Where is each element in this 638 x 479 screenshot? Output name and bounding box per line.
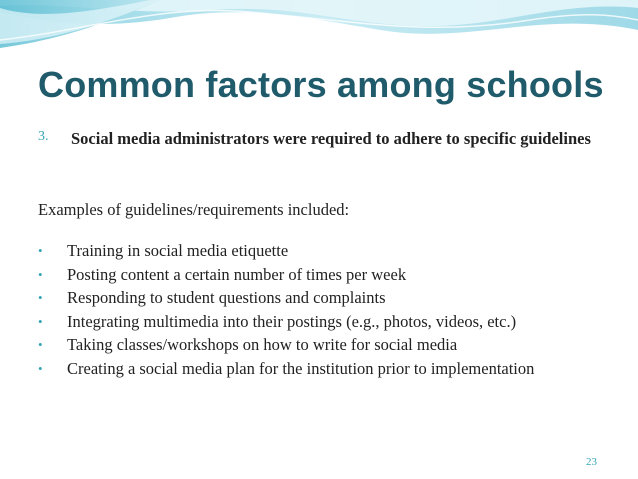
bullet-dot-icon: • xyxy=(38,290,43,305)
bullet-dot-icon: • xyxy=(38,243,43,258)
page-number: 23 xyxy=(586,456,597,468)
bullet-item xyxy=(38,240,608,262)
bullet-dot-icon: • xyxy=(38,266,43,282)
bullet-item xyxy=(38,334,608,356)
bullet-item xyxy=(38,287,608,309)
bullet-list xyxy=(38,240,608,381)
item-text: Social media administrators were required to adhere to specific guidelines xyxy=(71,129,591,148)
item-number: 3. xyxy=(38,129,49,144)
bullet-item xyxy=(38,264,608,286)
bullet-item xyxy=(38,311,608,333)
bullet-text: Integrating multimedia into their postings (e.g., photos, videos, etc.) xyxy=(67,311,517,331)
bullet-text: Creating a social media plan for the institution prior to implementation xyxy=(67,358,535,378)
bullet-text: Responding to student questions and complaints xyxy=(67,288,386,307)
bullet-dot-icon: • xyxy=(38,337,43,352)
bullet-dot-icon: • xyxy=(38,360,43,376)
bullet-item xyxy=(38,358,608,380)
bullet-dot-icon: • xyxy=(38,313,43,329)
bullet-text: Taking classes/workshops on how to write for social media xyxy=(67,335,458,354)
bullet-text: Training in social media etiquette xyxy=(67,241,289,260)
bullet-text: Posting content a certain number of times per week xyxy=(67,264,407,284)
slide-title: Common factors among schools xyxy=(38,64,604,105)
intro-text: Examples of guidelines/requirements included: xyxy=(38,200,350,219)
